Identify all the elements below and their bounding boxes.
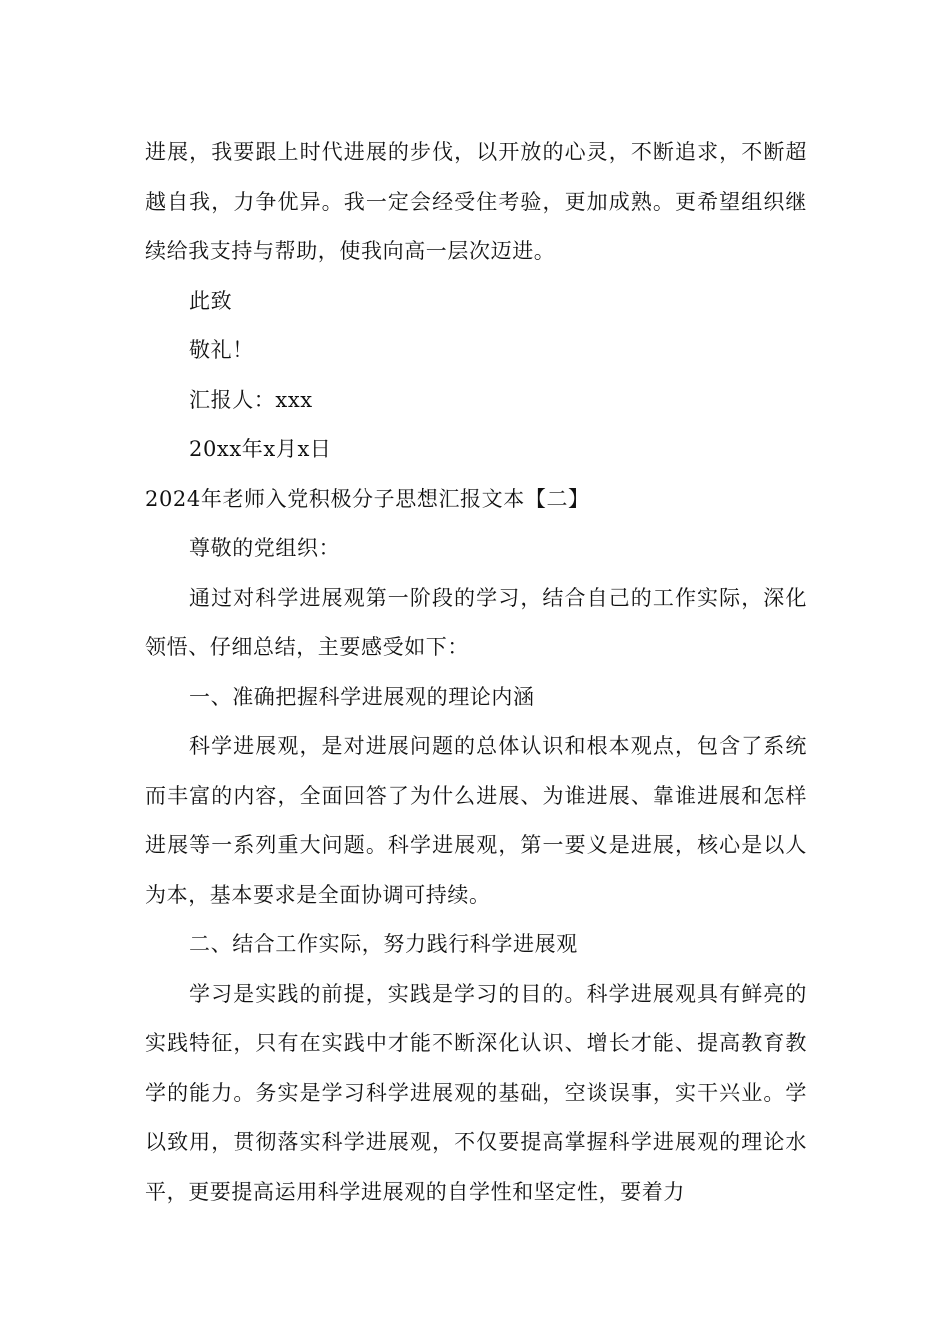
salutation-cizhi: 此致 [189,288,233,313]
subheading-one: 一、准确把握科学进展观的理论内涵 [189,684,535,709]
paragraph-theory: 科学进展观，是对进展问题的总体认识和根本观点，包含了系统而丰富的内容，全面回答了为什么进展、为谁进展、靠谁进展和怎样进展等一系列重大问题。科学进展观，第一要义是进展，核心是以人为本，基本要求是全面协调可持续。 [145,734,807,907]
document-body [145,128,807,1217]
reporter-line: 汇报人：xxx [189,387,313,412]
section-title: 2024年老师入党积极分子思想汇报文本【二】 [145,486,590,511]
paragraph-practice: 学习是实践的前提，实践是学习的目的。科学进展观具有鲜亮的实践特征，只有在实践中才能不断深化认识、增长才能、提高教育教学的能力。务实是学习科学进展观的基础，空谈误事，实干兴业。学以致用，贯彻落实科学进展观，不仅要提高掌握科学进展观的理论水平，更要提高运用科学进展观的自学性和坚定性，要着力 [145,981,807,1204]
date-line: 20xx年x月x日 [189,437,332,461]
paragraph-intro: 通过对科学进展观第一阶段的学习，结合自己的工作实际，深化领悟、仔细总结，主要感受如下： [145,585,807,659]
paragraph-closing-continuation: 进展，我要跟上时代进展的步伐，以开放的心灵，不断追求，不断超越自我，力争优异。我一定会经受住考验，更加成熟。更希望组织继续给我支持与帮助，使我向高一层次迈进。 [145,140,807,263]
salutation-jingli: 敬礼！ [189,338,254,362]
subheading-two: 二、结合工作实际，努力践行科学进展观 [189,932,578,956]
greeting-line: 尊敬的党组织： [189,536,341,560]
